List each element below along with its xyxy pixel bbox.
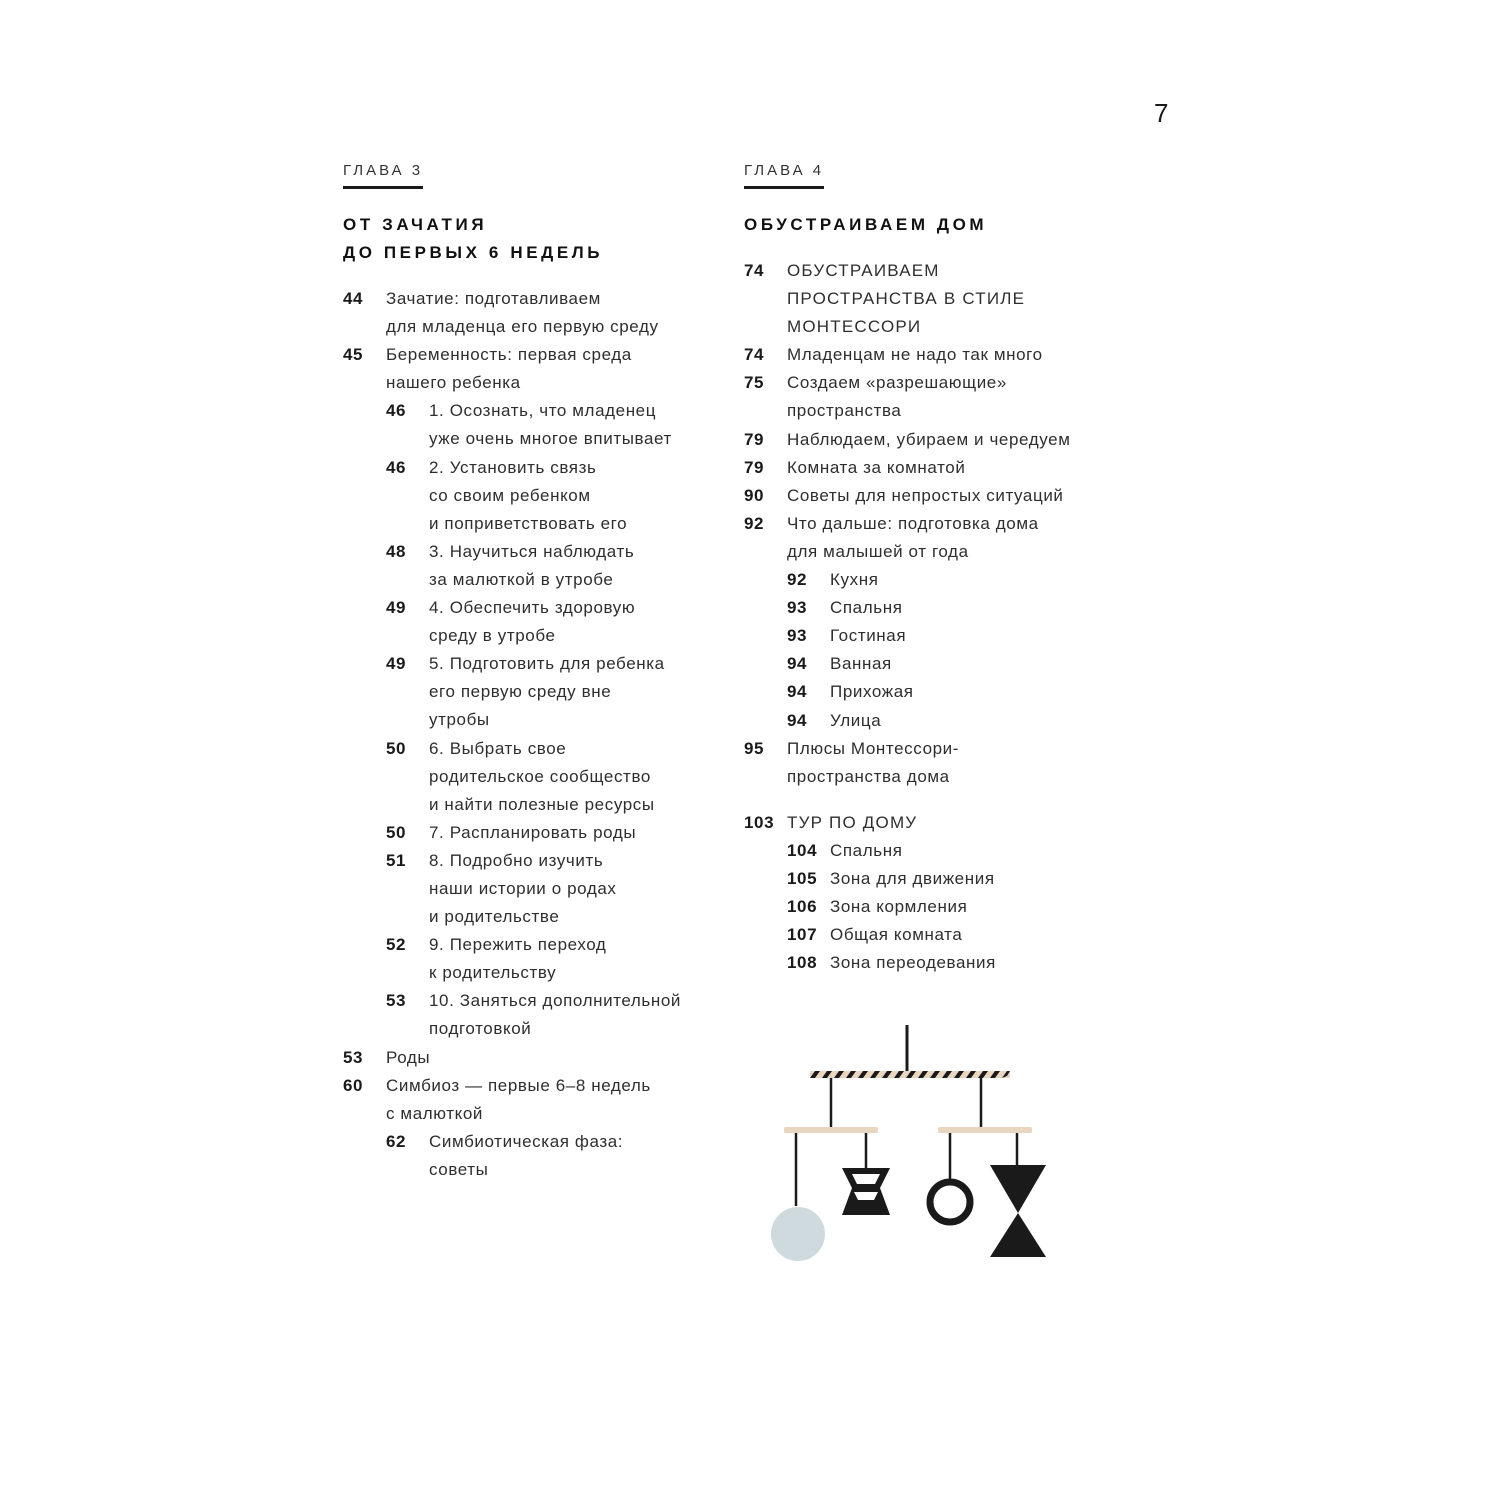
chapter-3-title-line-2: ДО ПЕРВЫХ 6 НЕДЕЛЬ	[343, 243, 604, 262]
toc-entry-title: 8. Подробно изучить наши истории о родах и родительстве	[429, 850, 617, 927]
toc-subentry[interactable]	[343, 454, 723, 538]
toc-entry-title: Зона переодевания	[830, 953, 996, 973]
toc-page-number: 92	[744, 513, 765, 533]
section-gap	[744, 791, 1124, 809]
toc-entry-title: Плюсы Монтессори- пространства дома	[787, 738, 960, 786]
toc-entry-title: Младенцам не надо так много	[787, 345, 1043, 365]
toc-entry[interactable]	[343, 1072, 723, 1128]
toc-page-number: 46	[386, 401, 407, 421]
toc-entry-title: 10. Заняться дополнительной подготовкой	[429, 991, 682, 1039]
toc-entry-title: Спальня	[830, 598, 903, 618]
montessori-mobile-illustration	[770, 1020, 1070, 1280]
chapter-4-title	[744, 211, 1124, 239]
toc-page-number: 53	[343, 1047, 364, 1067]
chapter-3-label: ГЛАВА 3	[343, 162, 423, 189]
toc-entry-title: Советы для непростых ситуаций	[787, 485, 1064, 505]
toc-subentry[interactable]	[343, 819, 723, 847]
toc-subentry[interactable]	[343, 397, 723, 453]
toc-entry-title: ТУР ПО ДОМУ	[787, 812, 918, 832]
toc-page-number: 75	[744, 373, 765, 393]
toc-subentry[interactable]	[744, 622, 1124, 650]
striped-top-bar	[810, 1071, 1010, 1078]
toc-page-number: 44	[343, 289, 364, 308]
toc-page-number: 103	[744, 812, 775, 832]
toc-page-number: 50	[386, 822, 407, 842]
toc-entry-title: Улица	[830, 710, 882, 730]
page-number: 7	[1154, 98, 1169, 128]
toc-page-number: 79	[744, 429, 765, 449]
toc-entry-title: Создаем «разрешающие» пространства	[787, 373, 1007, 421]
toc-page-number: 104	[787, 840, 818, 860]
toc-entry-title: 4. Обеспечить здоровую среду в утробе	[429, 598, 636, 646]
toc-entry-title: Кухня	[830, 570, 879, 590]
toc-entry[interactable]	[343, 285, 723, 341]
toc-page-number: 74	[744, 261, 765, 280]
toc-page-number: 49	[386, 654, 407, 674]
toc-page-number: 93	[787, 598, 808, 618]
toc-subentry[interactable]	[744, 893, 1124, 921]
chapter-3-title	[343, 211, 723, 267]
glass-sphere-shape	[771, 1207, 825, 1261]
double-hourglass-shape	[990, 1165, 1046, 1257]
toc-entry-title: 7. Распланировать роды	[429, 822, 637, 842]
toc-entry[interactable]	[744, 454, 1124, 482]
toc-entry-title: Гостиная	[830, 626, 907, 646]
toc-entry-title: Прихожая	[830, 682, 914, 702]
toc-subentry[interactable]	[343, 538, 723, 594]
toc-subentry[interactable]	[744, 921, 1124, 949]
toc-subentry[interactable]	[744, 837, 1124, 865]
toc-entry-title: 5. Подготовить для ребенка его первую среду вне утробы	[429, 654, 665, 730]
toc-page-number: 79	[744, 457, 765, 477]
toc-entry-title: Наблюдаем, убираем и чередуем	[787, 429, 1071, 449]
toc-entry-title: Роды	[386, 1047, 431, 1067]
toc-subentry[interactable]	[343, 594, 723, 650]
toc-page-number: 106	[787, 897, 818, 917]
toc-entry-title: Симбиотическая фаза: советы	[429, 1131, 624, 1179]
toc-entry-title: Ванная	[830, 654, 892, 674]
toc-entry-title: Зона для движения	[830, 868, 995, 888]
toc-subentry[interactable]	[343, 1128, 723, 1184]
toc-entry-title: Что дальше: подготовка дома для малышей от года	[787, 513, 1039, 561]
toc-page-number: 92	[787, 570, 808, 590]
toc-page-number: 48	[386, 541, 407, 561]
toc-subentry[interactable]	[744, 566, 1124, 594]
toc-page-number: 94	[787, 710, 808, 730]
toc-page-number: 107	[787, 925, 818, 945]
toc-entry-title: Комната за комнатой	[787, 457, 966, 477]
toc-entry-title: Симбиоз — первые 6–8 недель с малюткой	[386, 1075, 651, 1123]
toc-page-number: 52	[386, 935, 407, 955]
toc-page-number: 60	[343, 1075, 364, 1095]
toc-page-number: 108	[787, 953, 818, 973]
toc-entry[interactable]	[744, 341, 1124, 369]
toc-page-number: 105	[787, 868, 818, 888]
toc-page-number: 50	[386, 738, 407, 758]
toc-page-number: 49	[386, 598, 407, 618]
chapter-3-title-line-1: ОТ ЗАЧАТИЯ	[343, 215, 488, 234]
toc-entry[interactable]	[744, 482, 1124, 510]
toc-entry-title: ОБУСТРАИВАЕМ ПРОСТРАНСТВА В СТИЛЕ МОНТЕССОРИ	[787, 261, 1026, 337]
toc-entry[interactable]	[744, 809, 1124, 837]
toc-entry-title: 6. Выбрать свое родительское сообщество и найти полезные ресурсы	[429, 738, 655, 814]
toc-entry-title: Спальня	[830, 840, 903, 860]
toc-entry-title: Беременность: первая среда нашего ребенка	[386, 345, 632, 393]
chapter-3-toc	[343, 285, 723, 1184]
toc-page-number: 94	[787, 682, 808, 702]
toc-page-number: 45	[343, 345, 364, 365]
toc-entry-title: Зона кормления	[830, 897, 968, 917]
toc-subentry[interactable]	[744, 865, 1124, 893]
toc-subentry[interactable]	[343, 735, 723, 819]
toc-page-number: 95	[744, 738, 765, 758]
ring-shape	[930, 1182, 970, 1222]
toc-entry[interactable]	[744, 257, 1124, 341]
toc-subentry[interactable]	[744, 650, 1124, 678]
toc-page-number: 46	[386, 457, 407, 477]
toc-entry[interactable]	[744, 426, 1124, 454]
toc-subentry[interactable]	[744, 707, 1124, 735]
chapter-4-column	[744, 162, 1124, 977]
toc-subentry[interactable]	[343, 987, 723, 1043]
toc-entry-title: 3. Научиться наблюдать за малюткой в утробе	[429, 541, 635, 589]
toc-entry-title: 1. Осознать, что младенец уже очень многое впитывает	[429, 401, 672, 449]
toc-entry-title: 2. Установить связь со своим ребенком и поприветствовать его	[429, 457, 628, 533]
toc-entry[interactable]	[343, 1044, 723, 1072]
toc-entry[interactable]	[744, 735, 1124, 791]
toc-subentry[interactable]	[744, 594, 1124, 622]
toc-entry-title: 9. Пережить переход к родительству	[429, 935, 607, 983]
toc-subentry[interactable]	[343, 847, 723, 931]
toc-page-number: 51	[386, 850, 407, 870]
toc-subentry[interactable]	[744, 949, 1124, 977]
toc-subentry[interactable]	[343, 650, 723, 734]
toc-subentry[interactable]	[343, 931, 723, 987]
toc-page-number: 93	[787, 626, 808, 646]
toc-page-number: 94	[787, 654, 808, 674]
toc-page-number: 90	[744, 485, 765, 505]
chapter-4-toc	[744, 257, 1124, 977]
chapter-3-column	[343, 162, 723, 1184]
hourglass-shape	[842, 1168, 890, 1215]
left-wood-bar	[784, 1127, 878, 1133]
chapter-4-label: ГЛАВА 4	[744, 162, 824, 189]
toc-entry[interactable]	[744, 510, 1124, 566]
toc-entry-title: Зачатие: подготавливаем для младенца его первую среду	[386, 289, 659, 337]
toc-entry[interactable]	[343, 341, 723, 397]
toc-page-number: 62	[386, 1131, 407, 1151]
toc-entry-title: Общая комната	[830, 925, 963, 945]
toc-page-number: 74	[744, 345, 765, 365]
toc-subentry[interactable]	[744, 678, 1124, 706]
chapter-4-title-line-1: ОБУСТРАИВАЕМ ДОМ	[744, 215, 988, 234]
toc-page-number: 53	[386, 991, 407, 1011]
toc-entry[interactable]	[744, 369, 1124, 425]
right-wood-bar	[938, 1127, 1032, 1133]
